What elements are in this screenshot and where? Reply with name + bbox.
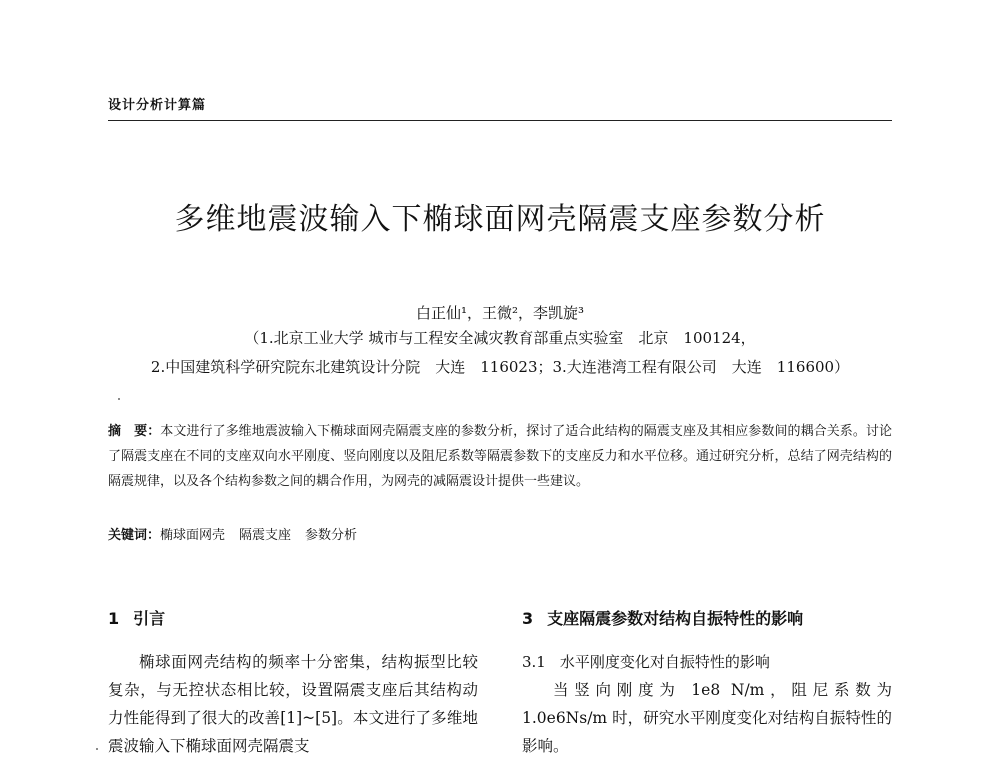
subsection-title: 水平刚度变化对自振特性的影响 — [559, 653, 770, 671]
section-title: 支座隔震参数对结构自振特性的影响 — [547, 609, 804, 628]
right-column — [522, 606, 892, 760]
subsection-paragraph: 当竖向刚度为 1e8 N/m，阻尼系数为 1.0e6Ns/m 时，研究水平刚度变化对结构自振特性的影响。 — [522, 681, 892, 755]
left-column — [108, 606, 478, 760]
authors: 白正仙¹，王微²，李凯旋³ — [415, 304, 585, 322]
keywords — [108, 524, 357, 543]
keyword-item: 隔震支座 — [239, 528, 292, 543]
paper-title: 多维地震波输入下椭球面网壳隔震支座参数分析 — [174, 202, 826, 237]
section-title: 引言 — [133, 609, 166, 628]
affiliation-line-1: （1.北京工业大学 城市与工程安全减灾教育部重点实验室 北京 100124， — [244, 329, 756, 347]
keyword-item: 椭球面网壳 — [160, 528, 226, 543]
subsection-number: 3.1 — [522, 653, 546, 671]
section-heading-introduction — [108, 606, 478, 634]
introduction-paragraph: 椭球面网壳结构的频率十分密集，结构振型比较复杂，与无控状态相比较，设置隔震支座后其结构动力性能得到了很大的改善[1]~[5]。本文进行了多维地震波输入下椭球面网壳隔震支 — [108, 653, 478, 755]
scan-speck — [96, 748, 98, 750]
section-number: 1 — [108, 609, 120, 628]
keywords-label: 关键词： — [108, 528, 161, 543]
affiliation-line-2: 2.中国建筑科学研究院东北建筑设计分院 大连 116023；3.大连港湾工程有限公司 大连 116600） — [150, 358, 850, 376]
abstract — [108, 419, 892, 494]
section-heading-bearing-parameters — [522, 606, 892, 634]
scan-speck — [118, 398, 120, 400]
subsection-heading — [522, 648, 892, 676]
abstract-label: 摘 要： — [108, 424, 161, 439]
section-number: 3 — [522, 609, 534, 628]
keyword-item: 参数分析 — [305, 528, 358, 543]
running-head: 设计分析计算篇 — [108, 98, 207, 113]
header-rule — [108, 120, 892, 121]
abstract-text: 本文进行了多维地震波输入下椭球面网壳隔震支座的参数分析，探讨了适合此结构的隔震支座及其相应参数间的耦合关系。讨论了隔震支座在不同的支座双向水平刚度、竖向刚度以及阻尼系数等隔震参数下的支座反力和水平位移。通过研究分析，总结了网壳结构的隔震规律，以及各个结构参数之间的耦合作用，为网壳的减隔震设计提供一些建议。 — [108, 424, 892, 489]
